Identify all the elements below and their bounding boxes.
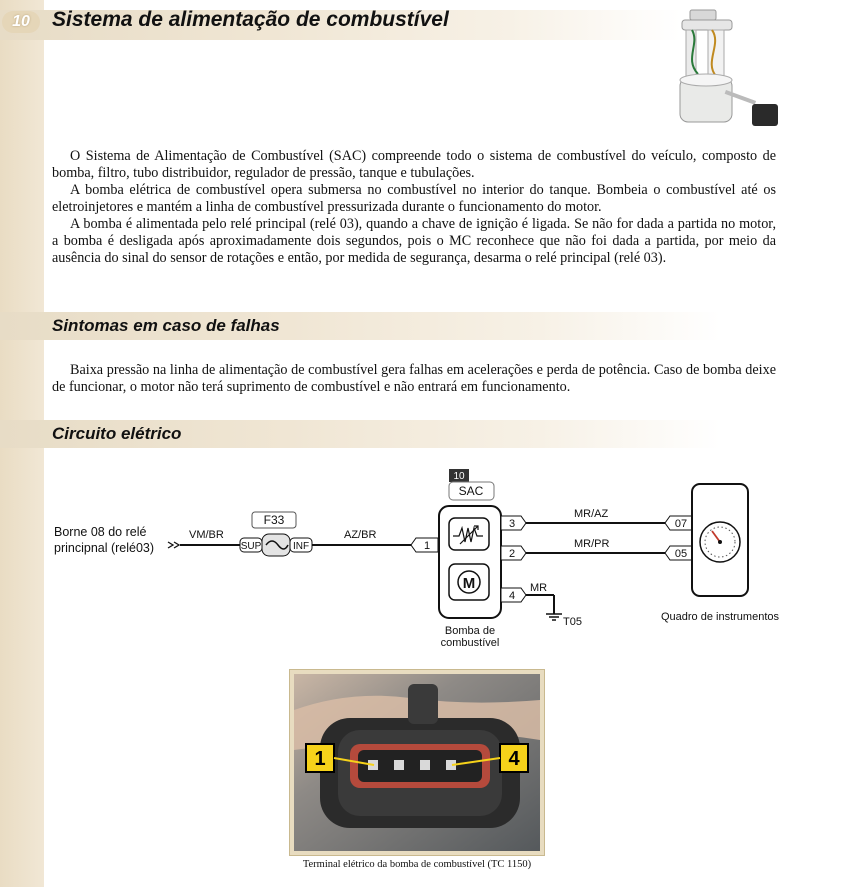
source-label-line1: Borne 08 do relé (54, 525, 147, 539)
photo-caption: Terminal elétrico da bomba de combustível (TC 1150) (302, 859, 532, 870)
connector-photo (289, 669, 545, 856)
symptoms-text: Baixa pressão na linha de alimentação de combustível gera falhas em acelerações e perda de potência. Caso de bomba deixe de funcionar, o motor não terá suprimento de combustível e não entrará em funcionamento. (52, 362, 776, 395)
intro-text-2: A bomba elétrica de combustível opera submersa no combustível no interior do tanque. Bombeia o combustível até os eletroinjetores e mantém a linha de combustível pressurizada durante o funcionamento do motor. (52, 182, 776, 215)
wire-label-mr: MR (530, 582, 548, 594)
fuel-gauge-icon (700, 522, 740, 562)
wire-label-mr-az: MR/AZ (574, 508, 609, 520)
fuse-inf-label: INF (292, 541, 310, 552)
wire-label-az-br: AZ/BR (344, 529, 377, 541)
module-number: 10 (453, 471, 465, 482)
pump-label-line1: Bomba de (444, 625, 496, 637)
module-name: SAC (458, 484, 484, 498)
intro-text-1: O Sistema de Alimentação de Combustível (SAC) compreende todo o sistema de combustível do veículo, composto de bomba, filtro, tubo distribuidor, regulador de pressão, tanque e tubulações. (52, 148, 776, 181)
page-number: 10 (2, 11, 40, 33)
source-label-line2: principnal (relé03) (54, 541, 155, 555)
photo-marker-4-label: 4 (508, 748, 520, 770)
pin-2-label: 2 (508, 548, 516, 560)
page-title: Sistema de alimentação de combustível (52, 8, 449, 31)
symptoms-paragraph (52, 362, 776, 396)
circuit-diagram (44, 462, 804, 662)
ground-label: T05 (563, 616, 582, 628)
cluster-pin-05-label: 05 (674, 548, 688, 560)
ground-icon (546, 614, 562, 620)
intro-paragraph-1 (52, 148, 776, 182)
wire-label-vm-br: VM/BR (189, 529, 224, 541)
fuel-pump-illustration (672, 4, 782, 144)
section-watermark: SAC (92, 41, 197, 94)
pin-3-label: 3 (508, 518, 516, 530)
fuse-sup-label: SUP (240, 541, 262, 552)
symptoms-heading: Sintomas em caso de falhas (52, 316, 280, 335)
connector-photo-drawing (290, 670, 544, 855)
wire-label-mr-pr: MR/PR (574, 538, 610, 550)
circuit-heading: Circuito elétrico (52, 424, 182, 443)
pin-1-label: 1 (423, 540, 431, 552)
motor-symbol: M (462, 575, 476, 592)
double-arrow-icon (168, 542, 179, 548)
cluster-pin-07-label: 07 (674, 518, 688, 530)
intro-paragraph-3 (52, 216, 776, 267)
pump-label-line2: combustível (440, 637, 500, 649)
fuse-label: F33 (263, 513, 285, 527)
photo-marker-1-label: 1 (314, 748, 326, 770)
intro-text-3: A bomba é alimentada pelo relé principal (relé 03), quando a chave de ignição é ligada. Se não for dada a partida no motor, a bomba é desligada após aproximadamente dois segundos, pois o MC reconhece que não foi dada a partida, por meio da ausência do sinal do sensor de rotações e então, por medida de segurança, desarma o relé principal (relé 03). (52, 216, 776, 266)
cluster-label: Quadro de instrumentos (660, 611, 780, 623)
pin-4-label: 4 (508, 590, 516, 602)
intro-paragraph-2 (52, 182, 776, 216)
